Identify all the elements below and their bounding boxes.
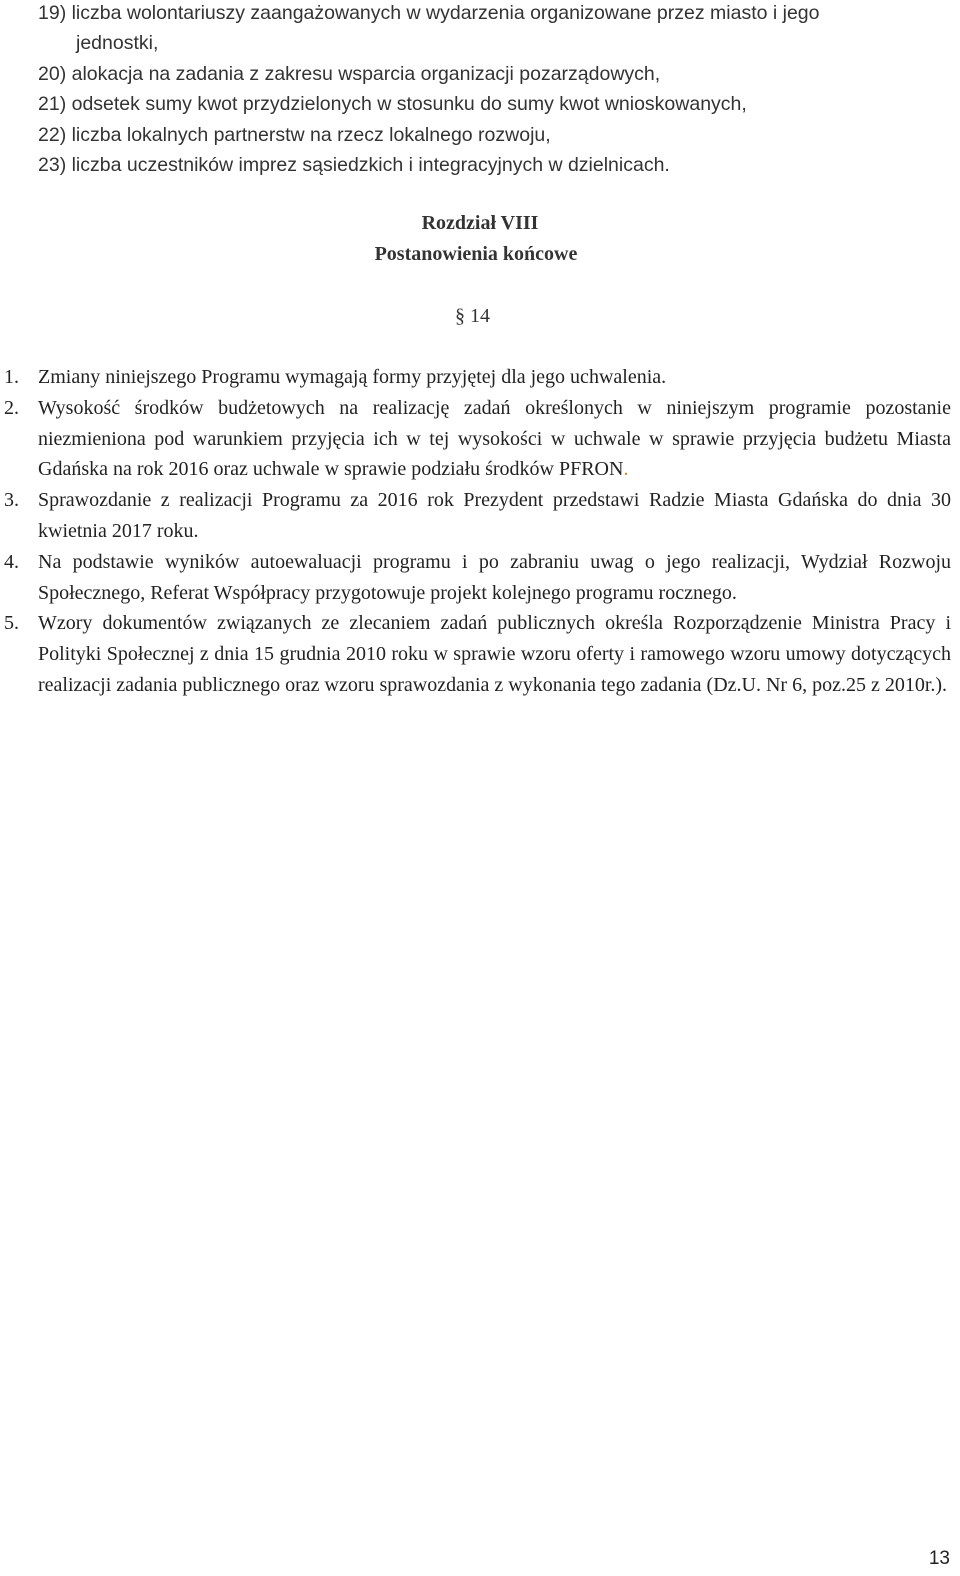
list-item (38, 150, 938, 180)
list-item-text: 20) alokacja na zadania z zakresu wsparcia organizacji pozarządowych, (38, 62, 661, 85)
paragraph-sign: § 14 (455, 305, 490, 327)
page-number: 13 (928, 1548, 950, 1569)
list-item (38, 89, 938, 119)
provision-number: 4. (4, 550, 19, 573)
provision-number: 5. (4, 612, 19, 635)
provision-text-wrapper (38, 393, 951, 485)
provision-item (0, 547, 960, 609)
list-item-continuation (38, 28, 938, 58)
provision-number: 2. (4, 396, 19, 419)
provision-text: Zmiany niniejszego Programu wymagają formy przyjętej dla jego uchwalenia. (38, 366, 667, 388)
list-item (38, 59, 938, 89)
list-item-text: 23) liczba uczestników imprez sąsiedzkich i integracyjnych w dzielnicach. (38, 154, 670, 177)
chapter-title: Rozdział VIII (421, 212, 539, 234)
provision-text: Na podstawie wyników autoewaluacji programu i po zabraniu uwag o jego realizacji, Wydział Rozwoju Społecznego, Referat Współpracy przygotowuje projekt kolejnego programu rocznego. (38, 550, 951, 604)
list-item-text: 19) liczba wolontariuszy zaangażowanych w wydarzenia organizowane przez miasto i jego (38, 2, 820, 24)
final-provisions (0, 362, 960, 701)
provision-text: Sprawozdanie z realizacji Programu za 2016 rok Prezydent przedstawi Radzie Miasta Gdańska do dnia 30 kwietnia 2017 roku. (38, 489, 951, 542)
list-item-text: jednostki, (76, 32, 159, 55)
provision-item (0, 362, 960, 393)
chapter-subtitle: Postanowienia końcowe (374, 243, 578, 265)
list-item (38, 0, 938, 28)
list-item (38, 120, 938, 150)
indicator-list (38, 0, 938, 180)
provision-text: Wysokość środków budżetowych na realizację zadań określonych w niniejszym programie pozostanie niezmieniona pod warunkiem przyjęcia ich w tej wysokości w uchwale w sprawie przyjęcia budżetu Miasta Gdańska na rok 2016 oraz uchwale w sprawie podziału środków PFRON (38, 396, 951, 481)
list-item-text: 22) liczba lokalnych partnerstw na rzecz lokalnego rozwoju, (38, 123, 551, 146)
provision-text: Wzory dokumentów związanych ze zlecaniem zadań publicznych określa Rozporządzenie Ministra Pracy i Polityki Społecznej z dnia 15 grudnia 2010 roku w sprawie wzoru oferty i ramowego wzoru umowy dotyczących realizacji zadania publicznego oraz wzoru sprawozdania z wykonania tego zadania (Dz.U. Nr 6, poz.25 z 2010r.). (38, 612, 951, 696)
provision-item (0, 608, 960, 700)
provision-number: 1. (4, 366, 19, 388)
list-item-text: 21) odsetek sumy kwot przydzielonych w stosunku do sumy kwot wnioskowanych, (38, 93, 747, 116)
provision-text-end: . (623, 458, 629, 481)
provision-item (0, 393, 960, 485)
provision-number: 3. (4, 489, 19, 512)
provision-item (0, 485, 960, 547)
